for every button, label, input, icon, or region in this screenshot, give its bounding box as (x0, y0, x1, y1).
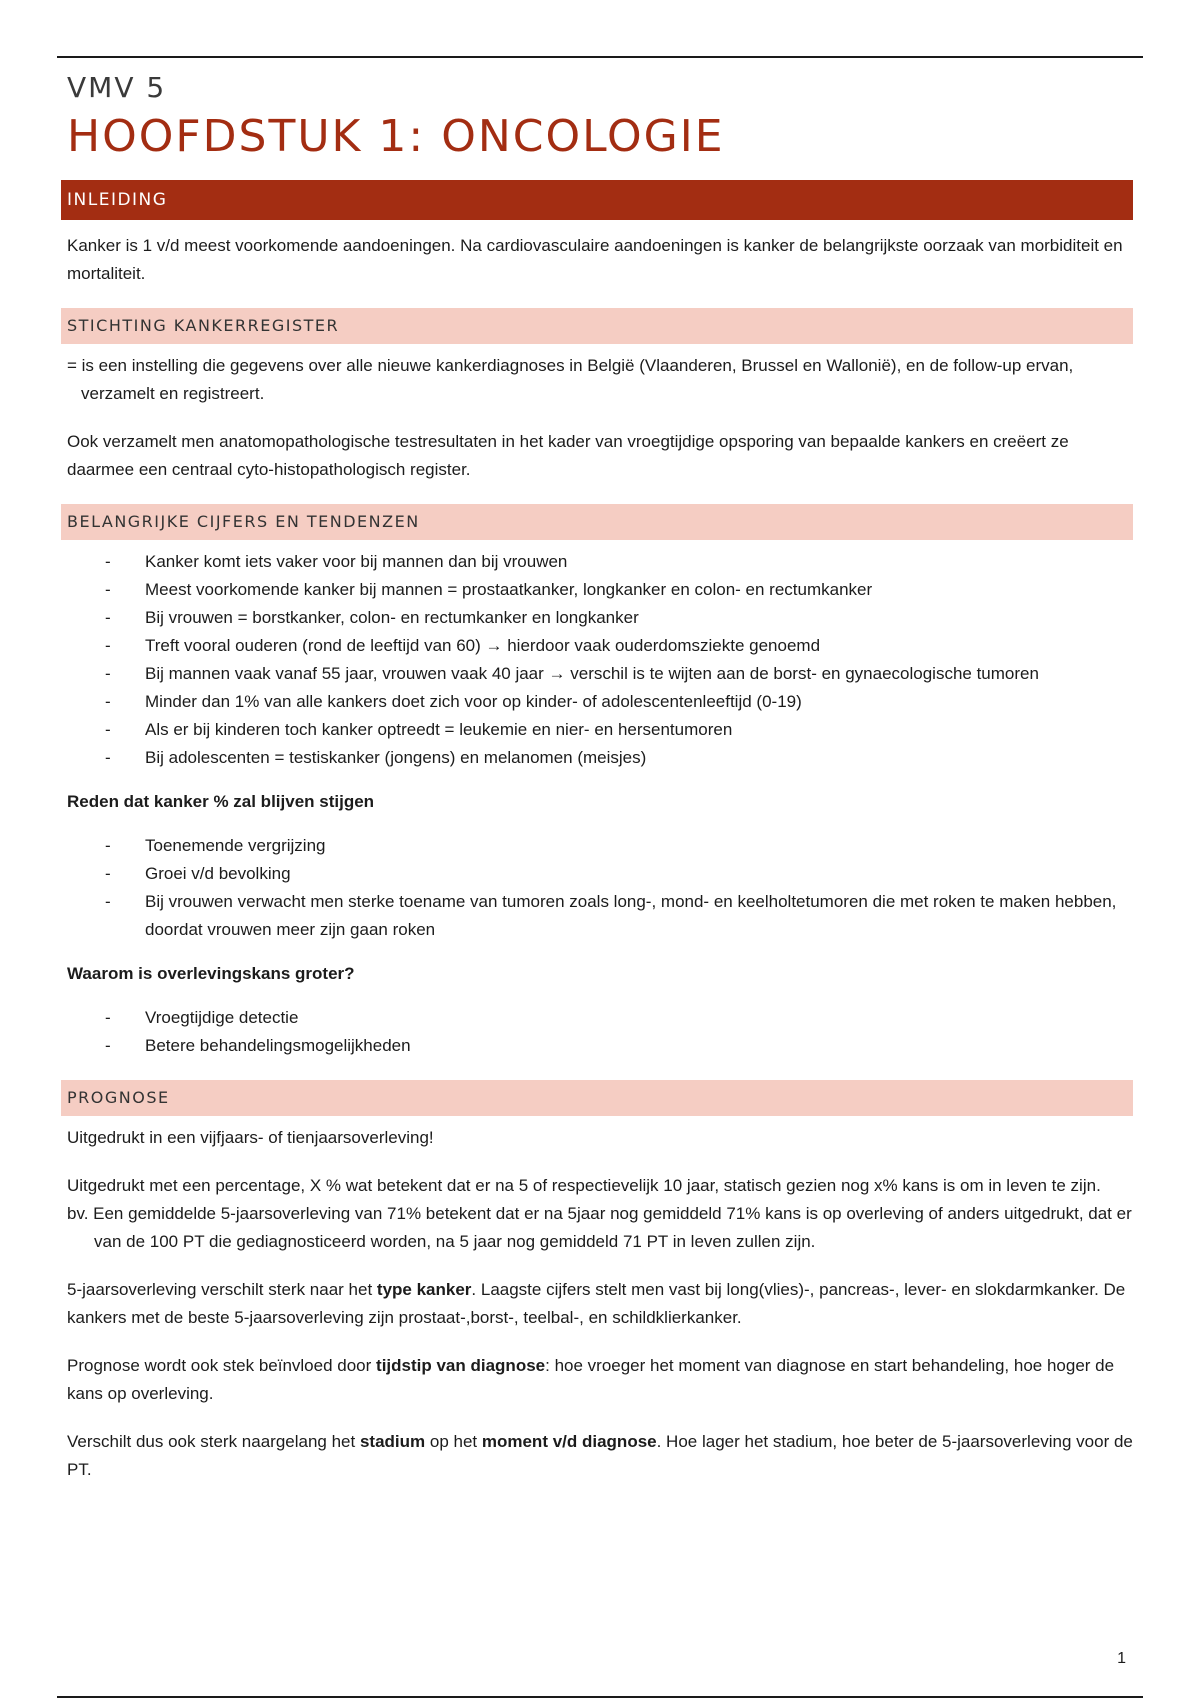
list-item (67, 576, 1133, 604)
list-dash: - (105, 636, 111, 655)
page-number: 1 (1117, 1650, 1126, 1667)
reden-list (67, 832, 1133, 944)
list-item (67, 1032, 1133, 1060)
page-content (67, 68, 1133, 1484)
document-subtitle: VMV 5 (67, 71, 167, 104)
list-dash: - (105, 1036, 111, 1055)
list-item (67, 1004, 1133, 1032)
prognose-p6 (67, 1428, 1133, 1484)
list-item-text: Bij mannen vaak vanaf 55 jaar, vrouwen vaak 40 jaar → verschil is te wijten aan de borst- en gynaecologische tumoren (145, 664, 1039, 683)
list-item-text: Bij vrouwen = borstkanker, colon- en rectumkanker en longkanker (145, 608, 639, 627)
list-dash: - (105, 608, 111, 627)
section-heading-cijfers: BELANGRIJKE CIJFERS EN TENDENZEN (61, 504, 1133, 540)
text-run: : hoe vroeger het moment van diagnose en start behandeling, hoe hoger de kans op overleving. (67, 1356, 1115, 1403)
list-item-text: Treft vooral ouderen (rond de leeftijd van 60) → hierdoor vaak ouderdomsziekte genoemd (145, 636, 821, 655)
top-rule (57, 56, 1143, 58)
list-item-text: Toenemende vergrijzing (145, 836, 326, 855)
list-item (67, 860, 1133, 888)
list-dash: - (105, 864, 111, 883)
list-dash: - (105, 552, 111, 571)
inleiding-text: Kanker is 1 v/d meest voorkomende aandoeningen. Na cardiovasculaire aandoeningen is kanker de belangrijkste oorzaak van morbiditeit en mortaliteit. (67, 236, 1123, 283)
list-item (67, 888, 1133, 944)
text-run: op het (425, 1432, 482, 1451)
emphasis-moment-diagnose: moment v/d diagnose (481, 1432, 657, 1451)
list-dash: - (105, 664, 111, 683)
list-item (67, 604, 1133, 632)
list-item (67, 660, 1133, 688)
section-heading-prognose: PROGNOSE (61, 1080, 1133, 1116)
list-item-text: Bij vrouwen verwacht men sterke toename van tumoren zoals long-, mond- en keelholtetumoren die met roken te maken hebben, doordat vrouwen meer zijn gaan roken (145, 892, 1117, 939)
stichting-text: Ook verzamelt men anatomopathologische testresultaten in het kader van vroegtijdige opsporing van bepaalde kankers en creëert ze daarmee een centraal cyto-histopathologisch register. (67, 432, 1069, 479)
list-item-text: Betere behandelingsmogelijkheden (145, 1036, 411, 1055)
list-dash: - (105, 580, 111, 599)
list-item (67, 716, 1133, 744)
section-heading-stichting: STICHTING KANKERREGISTER (61, 308, 1133, 344)
list-item (67, 632, 1133, 660)
waarom-list (67, 1004, 1133, 1060)
document-title: HOOFDSTUK 1: ONCOLOGIE (67, 111, 725, 162)
list-item-text: Vroegtijdige detectie (145, 1008, 299, 1027)
list-item-text: Als er bij kinderen toch kanker optreedt = leukemie en nier- en hersentumoren (145, 720, 733, 739)
stichting-definition: = is een instelling die gegevens over alle nieuwe kankerdiagnoses in België (Vlaanderen, Brussel en Wallonië), en de follow-up ervan, verzamelt en registreert. (67, 356, 1074, 403)
prognose-p5 (67, 1352, 1133, 1408)
reden-heading: Reden dat kanker % zal blijven stijgen (67, 792, 375, 811)
list-item-text: Meest voorkomende kanker bij mannen = prostaatkanker, longkanker en colon- en rectumkanker (145, 580, 873, 599)
list-dash: - (105, 748, 111, 767)
list-dash: - (105, 892, 111, 911)
prognose-p2: Uitgedrukt met een percentage, X % wat betekent dat er na 5 of respectievelijk 10 jaar, statisch gezien nog x% kans is om in leven te zijn. (67, 1176, 1101, 1195)
list-item-text: Groei v/d bevolking (145, 864, 291, 883)
cijfers-list (67, 548, 1133, 772)
list-item (67, 548, 1133, 576)
list-dash: - (105, 836, 111, 855)
list-item-text: Minder dan 1% van alle kankers doet zich voor op kinder- of adolescentenleeftijd (0-19) (145, 692, 802, 711)
list-item (67, 688, 1133, 716)
text-run: Verschilt dus ook sterk naargelang het (67, 1432, 360, 1451)
list-item-text: Bij adolescenten = testiskanker (jongens) en melanomen (meisjes) (145, 748, 647, 767)
section-heading-inleiding: INLEIDING (61, 180, 1133, 220)
bottom-rule (57, 1696, 1143, 1698)
emphasis-tijdstip: tijdstip van diagnose (376, 1356, 546, 1375)
emphasis-type-kanker: type kanker (376, 1280, 472, 1299)
text-run: . Hoe lager het stadium, hoe beter de 5-jaarsoverleving voor de PT. (67, 1432, 1133, 1479)
text-run: . Laagste cijfers stelt men vast bij long(vlies)-, pancreas-, lever- en slokdarmkanker. De kankers met de beste 5-jaarsoverleving zijn prostaat-,borst-, teelbal-, en schildklierkanker. (67, 1280, 1126, 1327)
text-run: 5-jaarsoverleving verschilt sterk naar het (67, 1280, 377, 1299)
list-item-text: Kanker komt iets vaker voor bij mannen dan bij vrouwen (145, 552, 568, 571)
prognose-example: bv. Een gemiddelde 5-jaarsoverleving van 71% betekent dat er na 5jaar nog gemiddeld 71% kans is op overleving of anders uitgedrukt, dat er van de 100 PT die gediagnosticeerd worden, na 5 jaar nog gemiddeld 71 PT in leven zullen zijn. (67, 1204, 1132, 1251)
prognose-p4 (67, 1276, 1133, 1332)
text-run: Prognose wordt ook stek beïnvloed door (67, 1356, 377, 1375)
list-dash: - (105, 692, 111, 711)
prognose-p1: Uitgedrukt in een vijfjaars- of tienjaarsoverleving! (67, 1128, 434, 1147)
list-dash: - (105, 720, 111, 739)
list-item (67, 744, 1133, 772)
waarom-heading: Waarom is overlevingskans groter? (67, 964, 355, 983)
emphasis-stadium: stadium (359, 1432, 426, 1451)
list-item (67, 832, 1133, 860)
list-dash: - (105, 1008, 111, 1027)
